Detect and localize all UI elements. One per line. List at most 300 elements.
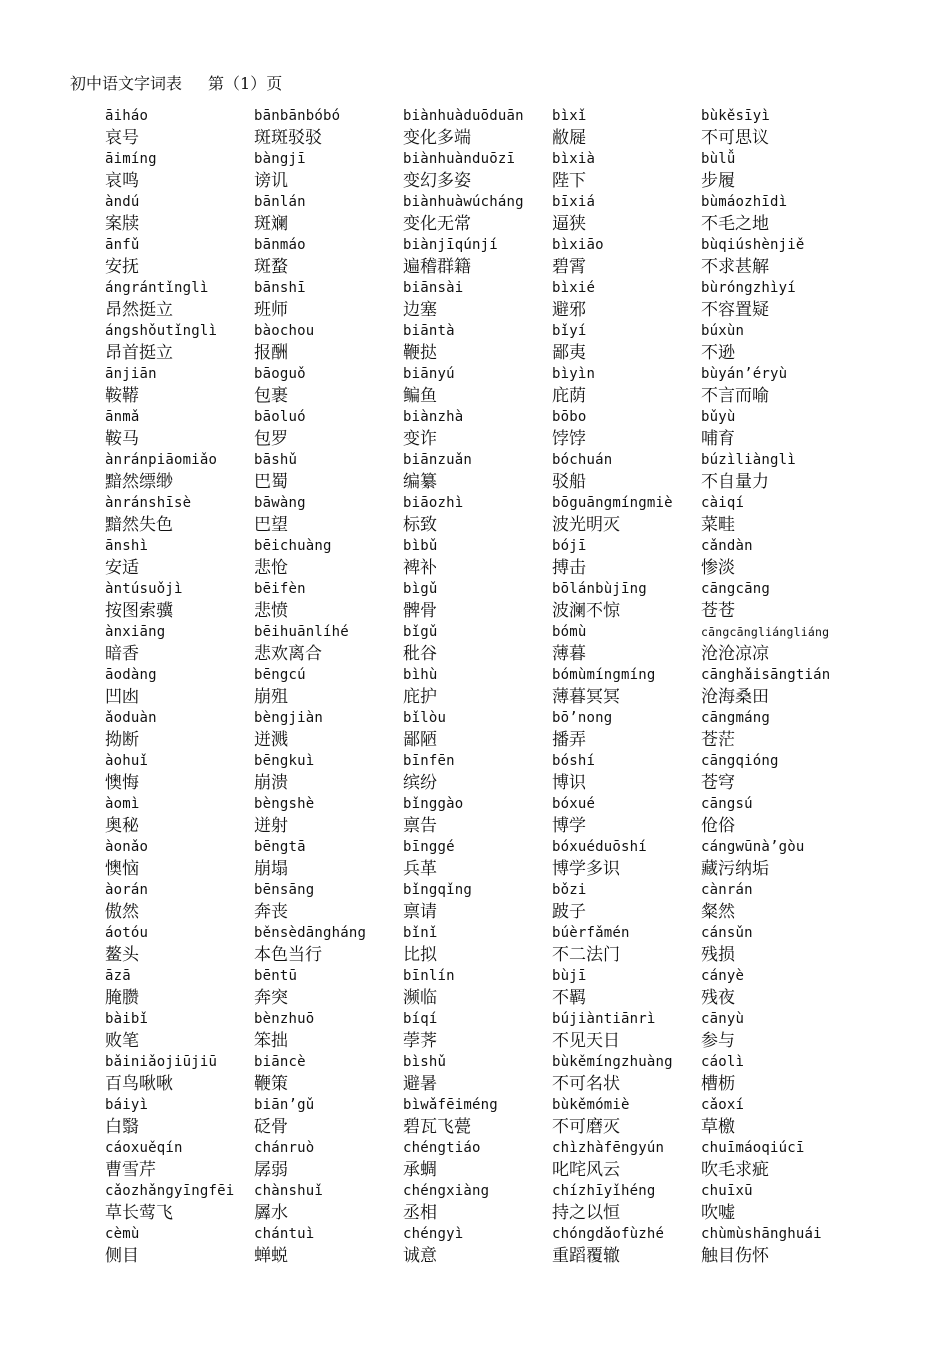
word-entry <box>552 192 701 235</box>
word-entry <box>552 278 701 321</box>
pinyin: bàngjī <box>254 151 306 167</box>
chinese-word: 包裹 <box>254 386 288 406</box>
word-entry <box>701 1009 850 1052</box>
word-entry <box>701 923 850 966</box>
word-entry <box>254 923 403 966</box>
word-entry <box>254 493 403 536</box>
word-entry <box>403 321 552 364</box>
word-entry <box>403 364 552 407</box>
word-entry <box>254 321 403 364</box>
word-entry <box>403 278 552 321</box>
chinese-word: 鳌头 <box>105 945 139 965</box>
word-entry <box>552 321 701 364</box>
word-entry <box>403 923 552 966</box>
pinyin: cānyù <box>701 1011 745 1027</box>
chinese-word: 参与 <box>701 1031 735 1051</box>
chinese-word: 变化多端 <box>403 128 471 148</box>
chinese-word: 吹嘘 <box>701 1203 735 1223</box>
chinese-word: 波光明灭 <box>552 515 620 535</box>
pinyin: biànhuàduōduān <box>403 108 524 124</box>
chinese-word: 悲怆 <box>254 558 288 578</box>
chinese-word: 案牍 <box>105 214 139 234</box>
word-entry <box>254 192 403 235</box>
chinese-word: 报酬 <box>254 343 288 363</box>
word-entry <box>552 364 701 407</box>
chinese-word: 迸溅 <box>254 730 288 750</box>
pinyin: bèngjiàn <box>254 710 324 726</box>
word-entry <box>105 364 254 407</box>
chinese-word: 兵革 <box>403 859 437 879</box>
chinese-word: 暗香 <box>105 644 139 664</box>
word-entry <box>254 106 403 149</box>
word-entry <box>105 149 254 192</box>
chinese-word: 博识 <box>552 773 586 793</box>
chinese-word: 安适 <box>105 558 139 578</box>
word-entry <box>701 1138 850 1181</box>
page-number: 第（1）页 <box>208 74 283 93</box>
pinyin: bùkěsīyì <box>701 108 771 124</box>
pinyin: ángshǒutǐnglì <box>105 323 218 339</box>
pinyin: bíqí <box>403 1011 438 1027</box>
pinyin: àonǎo <box>105 839 149 855</box>
word-entry <box>403 149 552 192</box>
chinese-word: 沧沧凉凉 <box>701 644 769 664</box>
chinese-word: 不可思议 <box>701 128 769 148</box>
chinese-word: 巴蜀 <box>254 472 288 492</box>
pinyin: ànránpiāomiǎo <box>105 452 218 468</box>
chinese-word: 斑蝥 <box>254 257 288 277</box>
word-entry <box>701 622 850 665</box>
chinese-word: 吹毛求疵 <box>701 1160 769 1180</box>
word-entry <box>254 364 403 407</box>
chinese-word: 避暑 <box>403 1074 437 1094</box>
word-entry <box>552 794 701 837</box>
chinese-word: 薄暮冥冥 <box>552 687 620 707</box>
pinyin: àohuǐ <box>105 753 149 769</box>
pinyin: bīnfēn <box>403 753 455 769</box>
word-entry <box>254 966 403 1009</box>
word-entry <box>552 1224 701 1267</box>
chinese-word: 奥秘 <box>105 816 139 836</box>
chinese-word: 懊恼 <box>105 859 139 879</box>
pinyin: bómù <box>552 624 587 640</box>
chinese-word: 砭骨 <box>254 1117 288 1137</box>
pinyin: búxùn <box>701 323 745 339</box>
chinese-word: 驳船 <box>552 472 586 492</box>
chinese-word: 槽枥 <box>701 1074 735 1094</box>
pinyin: chéngyì <box>403 1226 464 1242</box>
pinyin: bāoguǒ <box>254 366 306 382</box>
word-entry <box>254 880 403 923</box>
word-entry <box>254 536 403 579</box>
pinyin: bǔyù <box>701 409 736 425</box>
chinese-word: 哀鸣 <box>105 171 139 191</box>
word-entry <box>552 708 701 751</box>
chinese-word: 草檄 <box>701 1117 735 1137</box>
chinese-word: 傲然 <box>105 902 139 922</box>
word-entry <box>552 1095 701 1138</box>
chinese-word: 白翳 <box>105 1117 139 1137</box>
chinese-word: 昂然挺立 <box>105 300 173 320</box>
word-entry <box>105 1095 254 1138</box>
pinyin: àomì <box>105 796 140 812</box>
chinese-word: 不容置疑 <box>701 300 769 320</box>
chinese-word: 粲然 <box>701 902 735 922</box>
pinyin: àndú <box>105 194 140 210</box>
word-entry <box>552 622 701 665</box>
pinyin: āzā <box>105 968 131 984</box>
chinese-word: 不逊 <box>701 343 735 363</box>
word-entry <box>552 751 701 794</box>
chinese-word: 奔突 <box>254 988 288 1008</box>
word-entry <box>552 493 701 536</box>
chinese-word: 包罗 <box>254 429 288 449</box>
pinyin: āimíng <box>105 151 157 167</box>
word-entry <box>701 579 850 622</box>
pinyin: bìshǔ <box>403 1054 447 1070</box>
word-entry <box>701 708 850 751</box>
pinyin: bùyán’éryù <box>701 366 788 382</box>
word-entry <box>701 192 850 235</box>
chinese-word: 藏污纳垢 <box>701 859 769 879</box>
pinyin: bìyìn <box>552 366 596 382</box>
word-entry <box>105 536 254 579</box>
chinese-word: 斑斓 <box>254 214 288 234</box>
word-entry <box>403 493 552 536</box>
chinese-word: 敝屣 <box>552 128 586 148</box>
word-entry <box>701 966 850 1009</box>
chinese-word: 蝉蜕 <box>254 1246 288 1266</box>
pinyin: bēngcú <box>254 667 306 683</box>
pinyin: áotóu <box>105 925 149 941</box>
word-entry <box>701 149 850 192</box>
word-entry <box>403 1138 552 1181</box>
chinese-word: 庇荫 <box>552 386 586 406</box>
word-entry <box>254 794 403 837</box>
word-entry <box>254 1052 403 1095</box>
word-entry <box>552 1181 701 1224</box>
chinese-word: 裨补 <box>403 558 437 578</box>
pinyin: àntúsuǒjì <box>105 581 183 597</box>
pinyin: chéngtiáo <box>403 1140 481 1156</box>
word-entry <box>552 880 701 923</box>
pinyin: cànrán <box>701 882 753 898</box>
pinyin: biānsài <box>403 280 464 296</box>
pinyin: bēngkuì <box>254 753 315 769</box>
pinyin: bǐngqǐng <box>403 882 473 898</box>
chinese-word: 髀骨 <box>403 601 437 621</box>
pinyin: bēntū <box>254 968 298 984</box>
pinyin: bóshí <box>552 753 596 769</box>
word-column <box>403 106 552 1267</box>
word-entry <box>701 665 850 708</box>
pinyin: bìxǐ <box>552 108 587 124</box>
chinese-word: 濒临 <box>403 988 437 1008</box>
word-entry <box>403 106 552 149</box>
pinyin: āodàng <box>105 667 157 683</box>
pinyin: bóxué <box>552 796 596 812</box>
pinyin: bójī <box>552 538 587 554</box>
chinese-word: 昂首挺立 <box>105 343 173 363</box>
chinese-word: 播弄 <box>552 730 586 750</box>
chinese-word: 庇护 <box>403 687 437 707</box>
chinese-word: 崩溃 <box>254 773 288 793</box>
pinyin: cánsǔn <box>701 925 753 941</box>
chinese-word: 博学多识 <box>552 859 620 879</box>
word-entry <box>105 450 254 493</box>
chinese-word: 腌臜 <box>105 988 139 1008</box>
pinyin: bīxiá <box>552 194 596 210</box>
word-entry <box>552 106 701 149</box>
chinese-word: 苍茫 <box>701 730 735 750</box>
word-column <box>552 106 701 1267</box>
pinyin: chùmùshānghuái <box>701 1226 822 1242</box>
chinese-word: 饽饽 <box>552 429 586 449</box>
chinese-word: 崩殂 <box>254 687 288 707</box>
pinyin: āiháo <box>105 108 149 124</box>
word-entry <box>403 708 552 751</box>
pinyin: bìgǔ <box>403 581 438 597</box>
word-entry <box>403 192 552 235</box>
chinese-word: 本色当行 <box>254 945 322 965</box>
chinese-word: 承蜩 <box>403 1160 437 1180</box>
word-entry <box>701 407 850 450</box>
chinese-word: 巴望 <box>254 515 288 535</box>
word-entry <box>105 665 254 708</box>
pinyin: bāshǔ <box>254 452 298 468</box>
word-entry <box>254 665 403 708</box>
word-entry <box>552 407 701 450</box>
chinese-word: 不自量力 <box>701 472 769 492</box>
chinese-word: 不见天日 <box>552 1031 620 1051</box>
word-entry <box>552 665 701 708</box>
pinyin: cāngcāng <box>701 581 771 597</box>
chinese-word: 孱弱 <box>254 1160 288 1180</box>
word-entry <box>105 579 254 622</box>
word-entry <box>403 880 552 923</box>
word-entry <box>105 622 254 665</box>
word-entry <box>105 837 254 880</box>
pinyin: ānfǔ <box>105 237 140 253</box>
document-title: 初中语文字词表 <box>70 74 183 93</box>
word-entry <box>105 192 254 235</box>
word-entry <box>403 1181 552 1224</box>
pinyin: bēichuàng <box>254 538 332 554</box>
pinyin: bēihuānlíhé <box>254 624 349 640</box>
word-entry <box>701 1052 850 1095</box>
pinyin: ángrántǐnglì <box>105 280 209 296</box>
chinese-word: 秕谷 <box>403 644 437 664</box>
chinese-word: 不羁 <box>552 988 586 1008</box>
chinese-word: 变化无常 <box>403 214 471 234</box>
pinyin: cānghǎisāngtián <box>701 667 831 683</box>
chinese-word: 触目伤怀 <box>701 1246 769 1266</box>
pinyin: bùkěmómiè <box>552 1097 630 1113</box>
pinyin: bōguāngmíngmiè <box>552 495 673 511</box>
chinese-word: 缤纷 <box>403 773 437 793</box>
word-entry <box>254 708 403 751</box>
word-entry <box>403 665 552 708</box>
pinyin: bǐgǔ <box>403 624 438 640</box>
word-entry <box>254 450 403 493</box>
pinyin: bēnsāng <box>254 882 315 898</box>
pinyin: biànhuànduōzī <box>403 151 516 167</box>
chinese-word: 比拟 <box>403 945 437 965</box>
pinyin: chuīxū <box>701 1183 753 1199</box>
word-entry <box>254 149 403 192</box>
pinyin: biāozhì <box>403 495 464 511</box>
pinyin: bǐnggào <box>403 796 464 812</box>
pinyin: bìbǔ <box>403 538 438 554</box>
pinyin: bǒzi <box>552 882 587 898</box>
chinese-word: 重蹈覆辙 <box>552 1246 620 1266</box>
word-entry <box>552 1009 701 1052</box>
word-entry <box>105 1009 254 1052</box>
word-entry <box>701 751 850 794</box>
pinyin: bǐlòu <box>403 710 447 726</box>
pinyin: chéngxiàng <box>403 1183 490 1199</box>
pinyin: cányè <box>701 968 745 984</box>
pinyin: cèmù <box>105 1226 140 1242</box>
word-entry <box>403 794 552 837</box>
pinyin: chízhīyǐhéng <box>552 1183 656 1199</box>
chinese-word: 不可磨灭 <box>552 1117 620 1137</box>
pinyin: biānzuǎn <box>403 452 473 468</box>
pinyin: bùjī <box>552 968 587 984</box>
word-entry <box>105 794 254 837</box>
chinese-word: 沧海桑田 <box>701 687 769 707</box>
chinese-word: 哀号 <box>105 128 139 148</box>
chinese-word: 步履 <box>701 171 735 191</box>
word-entry <box>254 837 403 880</box>
chinese-word: 按图索骥 <box>105 601 173 621</box>
word-entry <box>701 536 850 579</box>
pinyin: cǎoxí <box>701 1097 745 1113</box>
pinyin: biànhuàwúcháng <box>403 194 524 210</box>
pinyin: bùmáozhīdì <box>701 194 788 210</box>
chinese-word: 不求甚解 <box>701 257 769 277</box>
chinese-word: 凹凼 <box>105 687 139 707</box>
word-entry <box>701 794 850 837</box>
pinyin: biànjīqúnjí <box>403 237 498 253</box>
word-column <box>254 106 403 1267</box>
pinyin: búzìliànglì <box>701 452 796 468</box>
word-entry <box>105 751 254 794</box>
chinese-word: 残夜 <box>701 988 735 1008</box>
word-entry <box>701 235 850 278</box>
pinyin: biāntà <box>403 323 455 339</box>
pinyin: cāngcāngliángliáng <box>701 625 830 639</box>
chinese-word: 变幻多姿 <box>403 171 471 191</box>
chinese-word: 搏击 <box>552 558 586 578</box>
chinese-word: 惨淡 <box>701 558 735 578</box>
pinyin: biànzhà <box>403 409 464 425</box>
chinese-word: 鞍鞯 <box>105 386 139 406</box>
chinese-word: 鄙夷 <box>552 343 586 363</box>
word-entry <box>105 966 254 1009</box>
word-entry <box>403 536 552 579</box>
word-entry <box>403 1009 552 1052</box>
word-entry <box>552 1052 701 1095</box>
chinese-word: 鞍马 <box>105 429 139 449</box>
pinyin: biāncè <box>254 1054 306 1070</box>
pinyin: biān’gǔ <box>254 1097 315 1113</box>
pinyin: ànránshīsè <box>105 495 192 511</box>
chinese-word: 侧目 <box>105 1246 139 1266</box>
word-entry <box>403 1095 552 1138</box>
chinese-word: 遍稽群籍 <box>403 257 471 277</box>
pinyin: bāoluó <box>254 409 306 425</box>
chinese-word: 避邪 <box>552 300 586 320</box>
pinyin: cǎndàn <box>701 538 753 554</box>
word-entry <box>701 1224 850 1267</box>
pinyin: bìwǎfēiméng <box>403 1097 498 1113</box>
word-entry <box>105 407 254 450</box>
word-entry <box>403 407 552 450</box>
word-entry <box>701 1095 850 1138</box>
word-entry <box>403 966 552 1009</box>
pinyin: bāwàng <box>254 495 306 511</box>
pinyin: ànxiāng <box>105 624 166 640</box>
chinese-word: 不毛之地 <box>701 214 769 234</box>
pinyin: bōbo <box>552 409 587 425</box>
chinese-word: 败笔 <box>105 1031 139 1051</box>
word-entry <box>701 493 850 536</box>
word-entry <box>552 1138 701 1181</box>
pinyin: bùróngzhìyí <box>701 280 796 296</box>
pinyin: bēifèn <box>254 581 306 597</box>
chinese-word: 不可名状 <box>552 1074 620 1094</box>
chinese-word: 陛下 <box>552 171 586 191</box>
chinese-word: 薄暮 <box>552 644 586 664</box>
word-entry <box>552 149 701 192</box>
pinyin: cǎozhǎngyīngfēi <box>105 1183 235 1199</box>
chinese-word: 跛子 <box>552 902 586 922</box>
chinese-word: 菜畦 <box>701 515 735 535</box>
word-entry <box>701 837 850 880</box>
chinese-word: 波澜不惊 <box>552 601 620 621</box>
pinyin: ǎoduàn <box>105 710 157 726</box>
pinyin: bōlánbùjīng <box>552 581 647 597</box>
word-entry <box>552 923 701 966</box>
word-entry <box>552 966 701 1009</box>
word-entry <box>552 536 701 579</box>
chinese-word: 禀告 <box>403 816 437 836</box>
chinese-word: 羼水 <box>254 1203 288 1223</box>
word-entry <box>105 1181 254 1224</box>
pinyin: ānmǎ <box>105 409 140 425</box>
chinese-word: 残损 <box>701 945 735 965</box>
pinyin: bèngshè <box>254 796 315 812</box>
word-entry <box>701 880 850 923</box>
pinyin: bīnlín <box>403 968 455 984</box>
pinyin: cāngmáng <box>701 710 771 726</box>
chinese-word: 边塞 <box>403 300 437 320</box>
chinese-word: 叱咤风云 <box>552 1160 620 1180</box>
pinyin: bǐnǐ <box>403 925 438 941</box>
word-table <box>105 106 850 1267</box>
chinese-word: 不二法门 <box>552 945 620 965</box>
pinyin: bō’nong <box>552 710 613 726</box>
pinyin: bìxiāo <box>552 237 604 253</box>
chinese-word: 鞭挞 <box>403 343 437 363</box>
word-entry <box>105 708 254 751</box>
word-entry <box>105 880 254 923</box>
word-entry <box>105 923 254 966</box>
chinese-word: 迸射 <box>254 816 288 836</box>
chinese-word: 笨拙 <box>254 1031 288 1051</box>
chinese-word: 标致 <box>403 515 437 535</box>
